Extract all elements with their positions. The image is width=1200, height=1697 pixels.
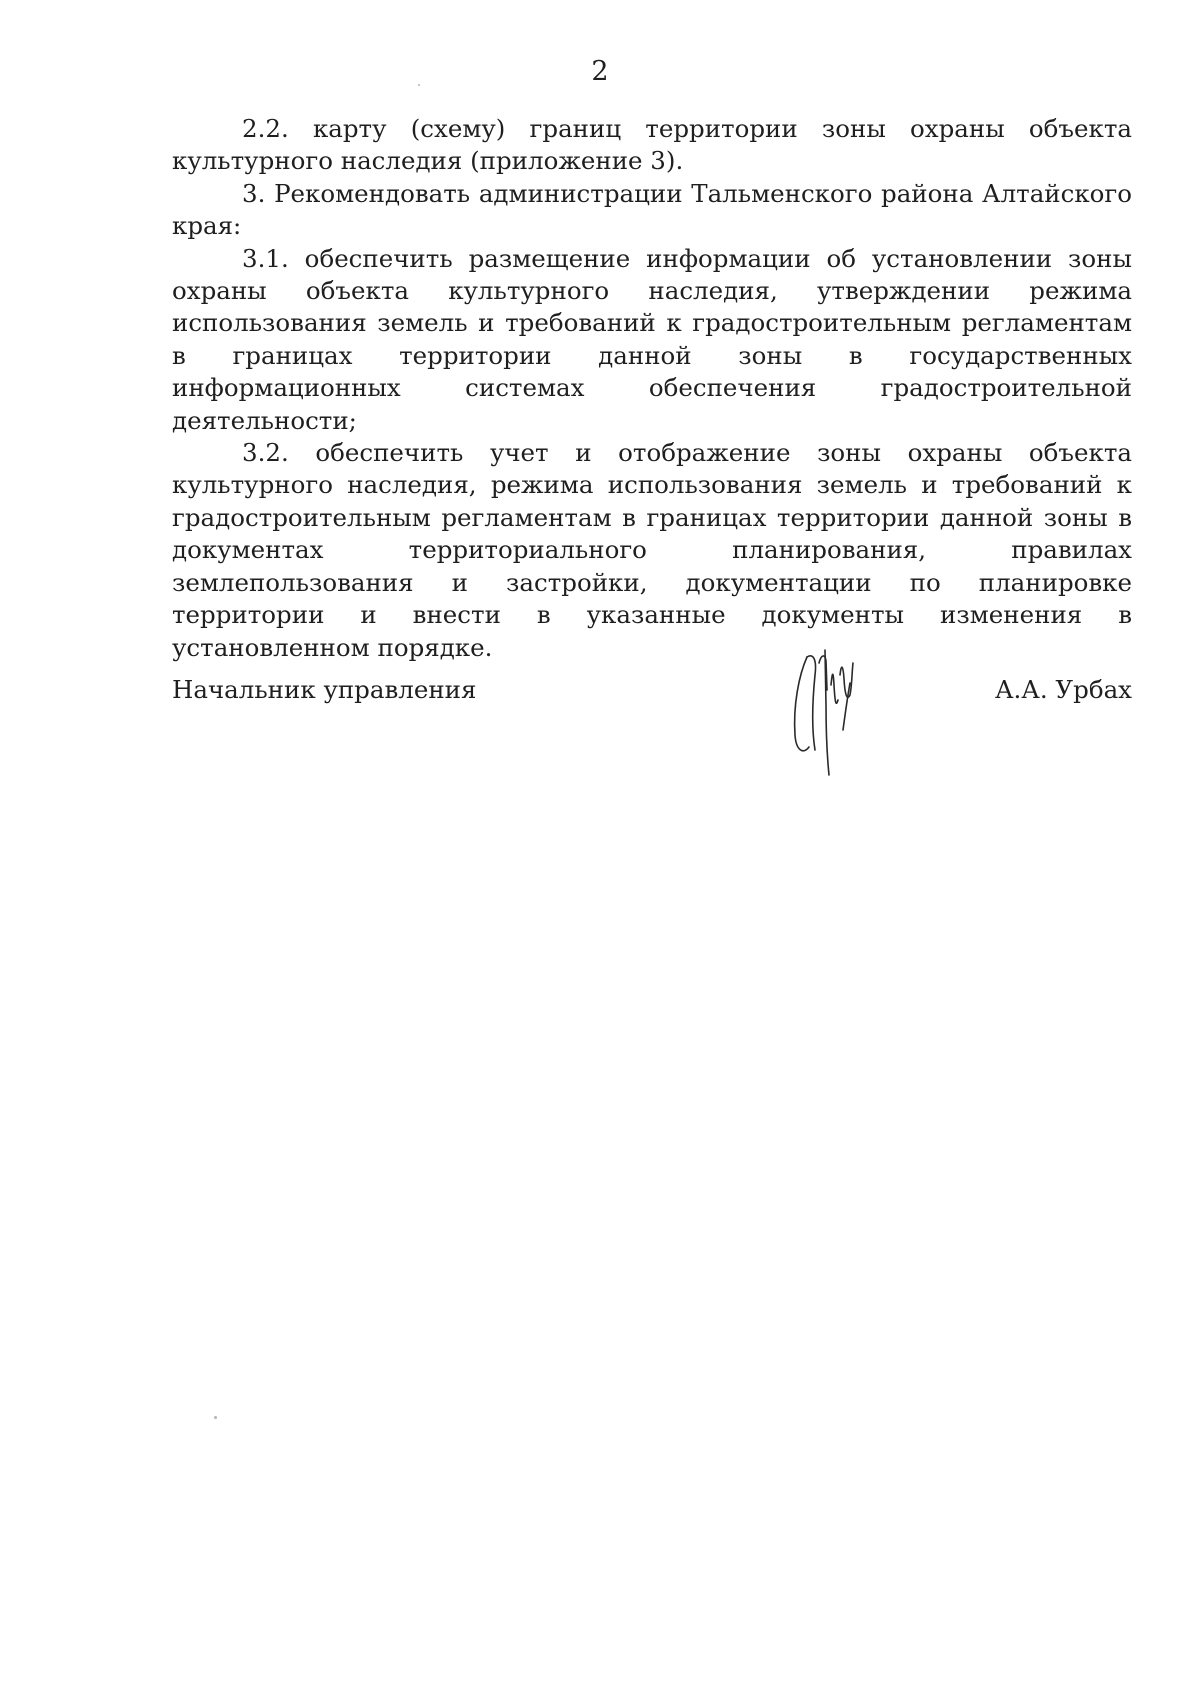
handwritten-signature — [785, 645, 885, 780]
paragraph-3-1: 3.1. обеспечить размещение информации об установлении зоны охраны объекта культурного наследия, утверждении режима использования земель и требований к градостроительным регламентам в границах территории данной зоны в государственных информационных системах обеспечения градостроительной деятельности; — [172, 243, 1132, 435]
page-number: 2 — [591, 56, 609, 87]
scan-speck — [418, 84, 420, 86]
signatory-name: А.А. Урбах — [994, 675, 1132, 704]
paragraph-3: 3. Рекомендовать администрации Тальменского района Алтайского края: — [172, 178, 1132, 241]
document-body — [172, 113, 1132, 664]
paragraph-2-2: 2.2. карту (схему) границ территории зоны охраны объекта культурного наследия (приложение 3). — [172, 114, 1132, 176]
signatory-title: Начальник управления — [172, 675, 477, 704]
paragraph-3-2: 3.2. обеспечить учет и отображение зоны охраны объекта культурного наследия, режима использования земель и требований к градостроительным регламентам в границах территории данной зоны в документах территориального планирования, правилах землепользования и застройки, документации по планировке территории и внести в указанные документы изменения в установленном порядке. — [172, 438, 1132, 662]
scan-speck — [214, 1416, 217, 1419]
